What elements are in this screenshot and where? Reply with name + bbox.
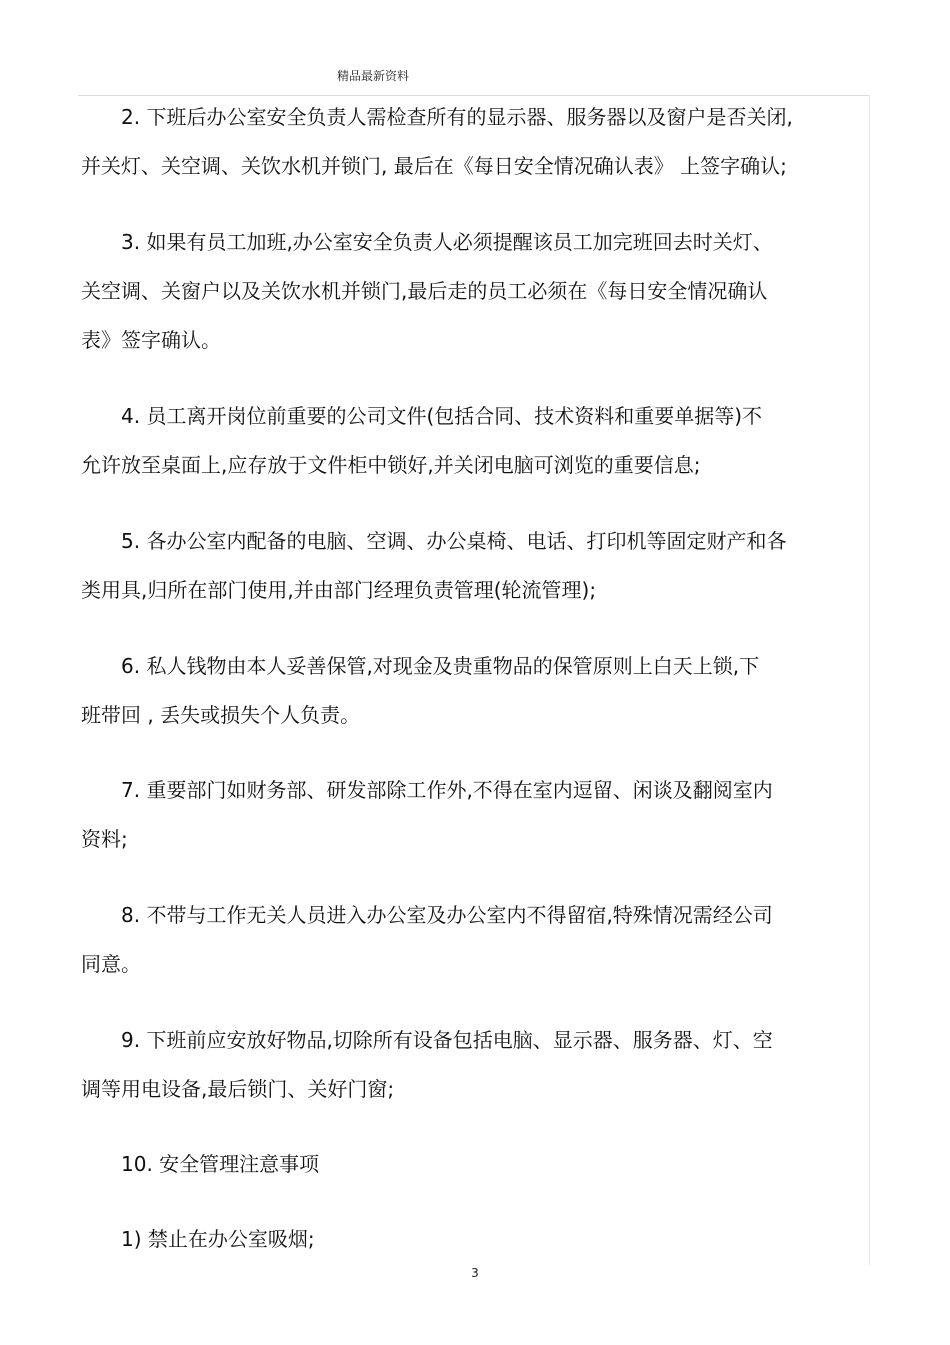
page-header: 精品最新资料: [337, 69, 410, 83]
paragraph-line: 关空调、关窗户以及关饮水机并锁门,最后走的员工必须在《每日安全情况确认: [81, 279, 768, 303]
list-item: 1) 禁止在办公室吸烟;: [121, 1227, 315, 1251]
paragraph-line: 允许放至桌面上,应存放于文件柜中锁好,并关闭电脑可浏览的重要信息;: [81, 453, 701, 477]
page-number: 3: [471, 1266, 479, 1280]
paragraph-10-1: [81, 1215, 841, 1264]
paragraph-2: [81, 93, 841, 191]
paragraph-line: 9. 下班前应安放好物品,切除所有设备包括电脑、显示器、服务器、灯、空: [121, 1028, 773, 1052]
paragraph-line: 7. 重要部门如财务部、研发部除工作外,不得在室内逗留、闲谈及翻阅室内: [121, 778, 773, 802]
paragraph-line: 班带回 , 丢失或损失个人负责。: [81, 703, 361, 727]
paragraph-8: [81, 891, 841, 989]
paragraph-line: 3. 如果有员工加班,办公室安全负责人必须提醒该员工加完班回去时关灯、: [121, 230, 773, 254]
paragraph-line: 并关灯、关空调、关饮水机并锁门, 最后在《每日安全情况确认表》 上签字确认;: [81, 154, 787, 178]
paragraph-3: [81, 218, 841, 365]
paragraph-line: 5. 各办公室内配备的电脑、空调、办公桌椅、电话、打印机等固定财产和各: [121, 529, 787, 553]
paragraph-5: [81, 517, 841, 615]
paragraph-line: 同意。: [81, 952, 141, 976]
paragraph-6: [81, 642, 841, 740]
paragraph-line: 表》签字确认。: [81, 328, 221, 352]
paragraph-line: 4. 员工离开岗位前重要的公司文件(包括合同、技术资料和重要单据等)不: [121, 404, 763, 428]
paragraph-line: 6. 私人钱物由本人妥善保管,对现金及贵重物品的保管原则上白天上锁,下: [121, 654, 760, 678]
paragraph-4: [81, 392, 841, 490]
paragraph-9: [81, 1016, 841, 1114]
paragraph-line: 类用具,归所在部门使用,并由部门经理负责管理(轮流管理);: [81, 578, 597, 602]
paragraph-line: 2. 下班后办公室安全负责人需检查所有的显示器、服务器以及窗户是否关闭,: [121, 105, 793, 129]
paragraph-7: [81, 766, 841, 864]
paragraph-line: 资料;: [81, 827, 128, 851]
margin-rule: [869, 95, 870, 1265]
section-heading: 10. 安全管理注意事项: [121, 1152, 320, 1176]
paragraph-line: 8. 不带与工作无关人员进入办公室及办公室内不得留宿,特殊情况需经公司: [121, 903, 773, 927]
paragraph-10: [81, 1140, 841, 1189]
paragraph-line: 调等用电设备,最后锁门、关好门窗;: [81, 1077, 395, 1101]
